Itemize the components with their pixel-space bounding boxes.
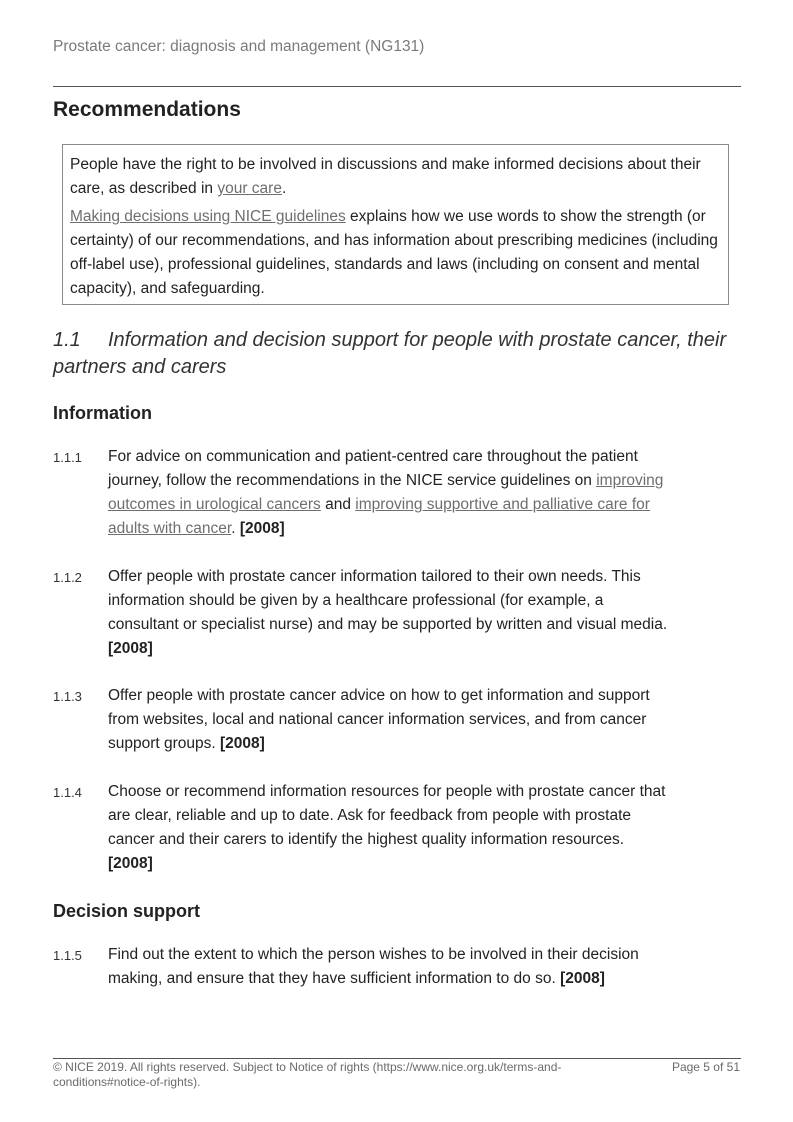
rec-text-part: Find out the extent to which the person wishes to be involved in their decision making, and ensure that they have sufficient information to do so. (108, 946, 639, 987)
recommendation-text (108, 780, 673, 876)
info-paragraph-rights (70, 153, 718, 201)
recommendation-1-1-4 (53, 780, 673, 876)
recommendation-text (108, 684, 673, 756)
recommendation-text (108, 445, 673, 541)
subsection-title: Information and decision support for people with prostate cancer, their partners and carers (53, 329, 727, 378)
recommendation-number: 1.1.1 (53, 450, 82, 465)
rec-text-part: and (320, 496, 356, 513)
footer-copyright: © NICE 2019. All rights reserved. Subject to Notice of rights (https://www.nice.org.uk/terms-and-conditions#notice-of-rights). (53, 1060, 562, 1089)
recommendation-1-1-1 (53, 445, 673, 541)
info-rights-text: People have the right to be involved in discussions and make informed decisions about their care, as described in (70, 156, 701, 197)
document-header: Prostate cancer: diagnosis and management (NG131) (53, 38, 425, 55)
recommendation-1-1-5 (53, 943, 673, 991)
header-divider (53, 86, 741, 87)
recommendation-number: 1.1.5 (53, 948, 82, 963)
making-decisions-link[interactable]: Making decisions using NICE guidelines (70, 208, 346, 225)
rec-text-part: Choose or recommend information resources for people with prostate cancer that are clear, reliable and up to date. Ask for feedback from people with prostate cancer and their carers to identify the highest quality information resources. (108, 783, 666, 848)
info-paragraph-decisions (70, 205, 718, 301)
subsection-heading (53, 327, 741, 381)
recommendation-year: [2008] (560, 970, 605, 987)
recommendation-number: 1.1.3 (53, 689, 82, 704)
footer-divider (53, 1058, 741, 1059)
recommendation-year: [2008] (108, 855, 153, 872)
your-care-link[interactable]: your care (217, 180, 282, 197)
section-title: Recommendations (53, 98, 241, 121)
decision-support-heading: Decision support (53, 901, 201, 921)
recommendation-number: 1.1.4 (53, 785, 82, 800)
rec-text-part: For advice on communication and patient-centred care throughout the patient journey, follow the recommendations in the NICE service guidelines on (108, 448, 638, 489)
subsection-number: 1.1 (53, 329, 81, 351)
recommendation-year: [2008] (220, 735, 265, 752)
recommendation-text (108, 943, 673, 991)
recommendation-1-1-2 (53, 565, 673, 661)
supportive-palliative-care-link[interactable]: improving supportive and palliative care for adults with cancer (108, 496, 650, 537)
info-box (62, 144, 729, 305)
recommendation-number: 1.1.2 (53, 570, 82, 585)
rec-text-part: Offer people with prostate cancer information tailored to their own needs. This information should be given by a healthcare professional (for example, a consultant or specialist nurse) and may be supported by written and visual media. (108, 568, 668, 633)
rec-text-part: Offer people with prostate cancer advice on how to get information and support from websites, local and national cancer information services, and from cancer support groups. (108, 687, 650, 752)
footer-page-number: Page 5 of 51 (671, 1060, 740, 1074)
recommendation-year: [2008] (108, 640, 153, 657)
urological-cancers-link[interactable]: improving outcomes in urological cancers (108, 472, 664, 513)
info-decisions-text: explains how we use words to show the strength (or certainty) of our recommendations, and has information about prescribing medicines (including off-label use), professional guidelines, standards and laws (including on consent and mental capacity), and safeguarding. (70, 208, 718, 297)
info-rights-end: . (281, 180, 287, 197)
rec-text-part: . (231, 520, 240, 537)
recommendation-text (108, 565, 673, 661)
recommendation-year: [2008] (239, 520, 285, 537)
information-heading: Information (53, 403, 152, 423)
recommendation-1-1-3 (53, 684, 673, 756)
